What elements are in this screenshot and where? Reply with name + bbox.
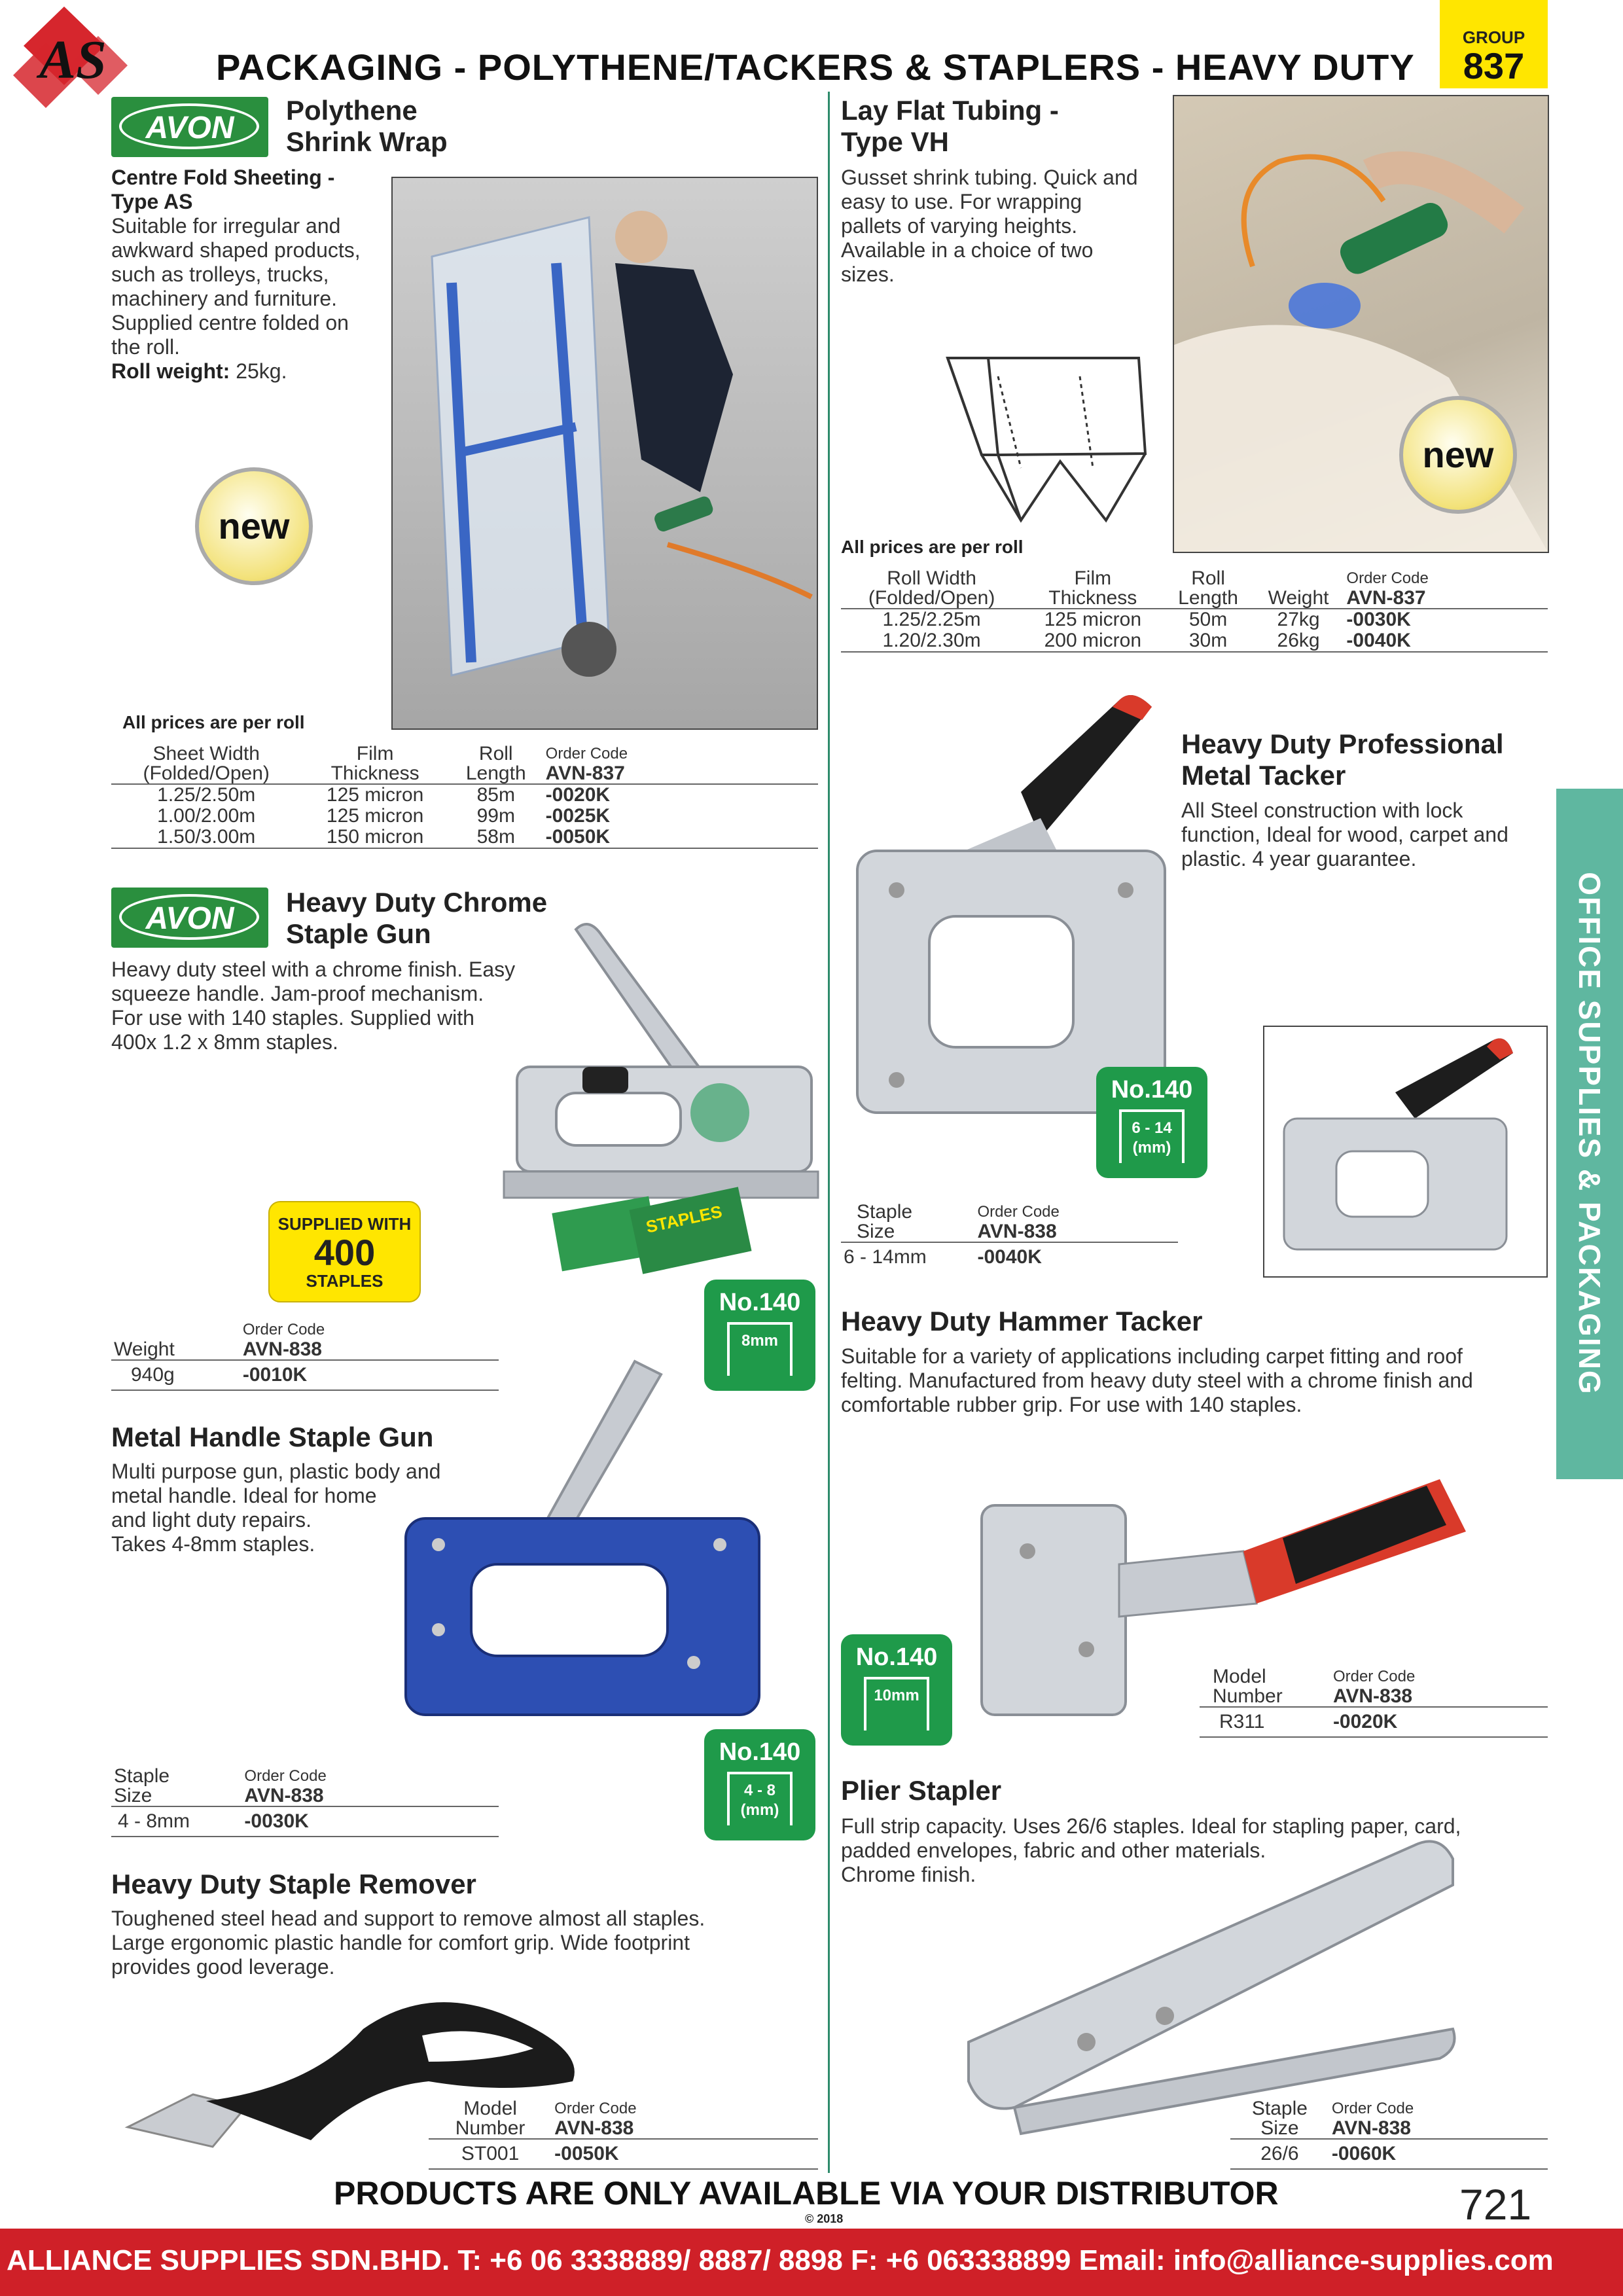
- chrome-staple-gun-image: [484, 916, 825, 1283]
- metal-tacker-image: [844, 687, 1185, 1132]
- metal-handle-table: Staple Size Order Code AVN-838 4 - 8mm -0030K: [111, 1765, 499, 1837]
- section-tab-label: OFFICE SUPPLIES & PACKAGING: [1573, 872, 1607, 1395]
- staple-140-badge: No.140 6 - 14 (mm): [1096, 1067, 1207, 1178]
- table-row: 1.20/2.30m 200 micron 30m 26kg -0040K: [841, 630, 1548, 652]
- shrink-wrap-photo: [391, 177, 818, 730]
- table-row: R311 -0020K: [1200, 1707, 1548, 1737]
- lay-flat-title: Lay Flat Tubing - Type VH: [841, 95, 1059, 157]
- table-row: 1.25/2.25m 125 micron 50m 27kg -0030K: [841, 609, 1548, 630]
- pro-tacker-title: Heavy Duty Professional Metal Tacker: [1181, 728, 1504, 791]
- page-title: PACKAGING - POLYTHENE/TACKERS & STAPLERS - HEAVY DUTY: [216, 46, 1415, 88]
- availability-notice: PRODUCTS ARE ONLY AVAILABLE VIA YOUR DISTRIBUTOR: [334, 2175, 1279, 2212]
- table-row: 1.00/2.00m 125 micron 99m -0025K: [157, 805, 611, 827]
- pro-tacker-table: Staple Size Order Code AVN-838 6 - 14mm -0040K: [841, 1201, 1178, 1272]
- avon-logo: [111, 888, 268, 948]
- supplied-with-badge: SUPPLIED WITH 400 STAPLES: [268, 1201, 421, 1302]
- table-row: 1.25/2.50m 125 micron 85m -0020K: [111, 784, 818, 806]
- hammer-tacker-table: Model Number Order Code AVN-838 R311 -0020K: [1200, 1666, 1548, 1738]
- remover-table: Model Number Order Code AVN-838 ST001 -0050K: [429, 2098, 818, 2170]
- new-badge: new: [195, 467, 313, 585]
- staples-box-label: STAPLES: [644, 1201, 724, 1237]
- footer-bar: [0, 2229, 1623, 2296]
- hammer-tacker-description: Suitable for a variety of applications including carpet fitting and roof felting. Manufactured from heavy duty steel with a chrome finish and comfortable rubber grip. For use with 140 staples.: [841, 1344, 1473, 1416]
- brand-name: AVON: [145, 111, 234, 145]
- shrink-wrap-description: Centre Fold Sheeting - Type AS Suitable for irregular and awkward shaped products, such as trolleys, trucks, machinery and furniture. Supplied centre folded on the roll. Roll weight: 25kg.: [111, 166, 361, 383]
- metal-handle-title: Metal Handle Staple Gun: [111, 1422, 434, 1452]
- lay-flat-table: Roll Width (Folded/Open) Film Thickness Roll Length Weight Order Code AVN-837 1.25/2.25m 125 micron 50m 27kg -0030K 1.20/2.30m 200 micron 30m 26kg -0040K: [841, 567, 1548, 653]
- table-row: 26/6 -0060K: [1230, 2139, 1548, 2169]
- lay-flat-price-note: All prices are per roll: [841, 537, 1024, 557]
- new-badge: new: [1399, 396, 1517, 514]
- gusset-tubing-diagram: [942, 357, 1152, 524]
- staple-140-badge: No.140 10mm: [841, 1634, 952, 1746]
- metal-handle-description: Multi purpose gun, plastic body and metal handle. Ideal for home and light duty repairs. Takes 4-8mm staples.: [111, 1460, 441, 1556]
- page-number: 721: [1459, 2180, 1532, 2229]
- shrink-wrap-title: Polythene Shrink Wrap: [286, 95, 448, 157]
- table-row: 6 - 14mm -0040K: [841, 1242, 1178, 1272]
- copyright: © 2018: [805, 2212, 844, 2225]
- staple-140-badge: No.140 4 - 8 (mm): [704, 1729, 815, 1840]
- metal-tacker-inset-photo: [1263, 1026, 1548, 1278]
- pro-tacker-description: All Steel construction with lock function, Ideal for wood, carpet and plastic. 4 year guarantee.: [1181, 798, 1508, 870]
- staple-140-badge: No.140 8mm: [704, 1280, 815, 1391]
- shrink-wrap-price-note: All prices are per roll: [122, 712, 305, 732]
- group-number: 837: [1463, 45, 1525, 86]
- group-label: GROUP: [1462, 27, 1525, 47]
- footer-contact: ALLIANCE SUPPLIES SDN.BHD. T: +6 06 3338889/ 8887/ 8898 F: +6 063338899 Email: info@alliance-supplies.com: [7, 2244, 1554, 2276]
- company-logo: [7, 3, 151, 111]
- table-row: ST001 -0050K: [429, 2139, 818, 2169]
- chrome-gun-description: Heavy duty steel with a chrome finish. Easy squeeze handle. Jam-proof mechanism. For use with 140 staples. Supplied with 400x 1.2 x 8mm staples.: [111, 958, 516, 1054]
- column-divider: [828, 92, 830, 2173]
- plier-stapler-description: Full strip capacity. Uses 26/6 staples. Ideal for stapling paper, card, padded envelopes, fabric and other materials. Chrome finish.: [841, 1814, 1461, 1886]
- table-row: 4 - 8mm -0030K: [111, 1806, 499, 1837]
- hammer-tacker-title: Heavy Duty Hammer Tacker: [841, 1306, 1203, 1336]
- group-box: [1440, 0, 1548, 88]
- chrome-gun-table: Weight Order Code AVN-838 940g -0010K: [111, 1319, 499, 1391]
- blue-staple-gun-image: [393, 1348, 772, 1767]
- shrink-wrap-table: Sheet Width (Folded/Open) Film Thickness Roll Length Order Code AVN-837 1.25/2.50m 125 micron 85m -0020K 1.00/2.00m 125 micron 99m -0025K 1.50/3.00m 150 micron 58m -0050K: [111, 743, 818, 849]
- chrome-gun-title: Heavy Duty Chrome Staple Gun: [286, 887, 548, 949]
- brand-name: AVON: [145, 901, 234, 936]
- section-tab: [1556, 789, 1623, 1479]
- plier-stapler-title: Plier Stapler: [841, 1775, 1002, 1806]
- lay-flat-description: Gusset shrink tubing. Quick and easy to use. For wrapping pallets of varying heights. Available in a choice of two sizes.: [841, 166, 1138, 286]
- logo-text: AS: [39, 29, 107, 90]
- table-row: 940g -0010K: [111, 1360, 499, 1390]
- avon-logo: [111, 97, 268, 157]
- remover-description: Toughened steel head and support to remove almost all staples. Large ergonomic plastic handle for comfort grip. Wide footprint provides good leverage.: [111, 1907, 705, 1979]
- table-row: 1.50/3.00m 150 micron 58m -0050K: [111, 827, 818, 848]
- plier-stapler-table: Staple Size Order Code AVN-838 26/6 -0060K: [1230, 2098, 1548, 2170]
- remover-title: Heavy Duty Staple Remover: [111, 1869, 476, 1899]
